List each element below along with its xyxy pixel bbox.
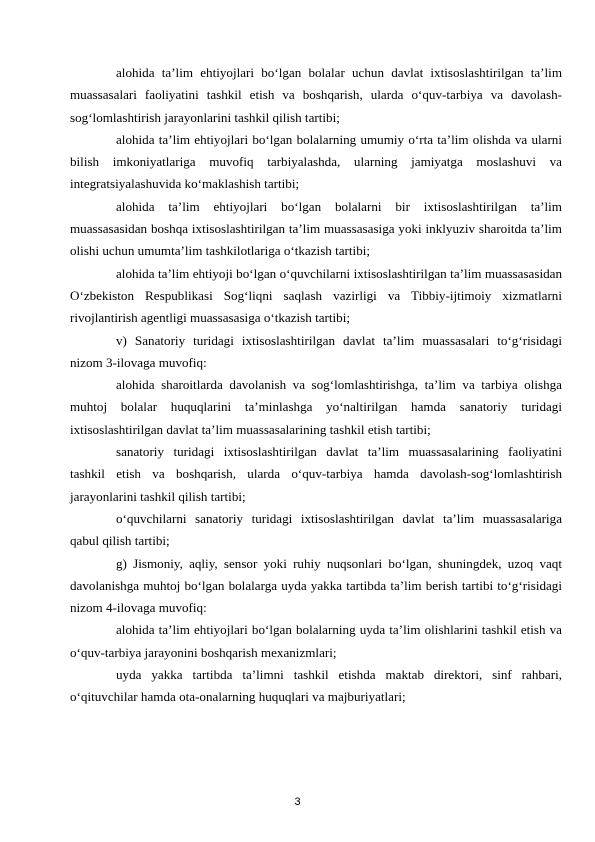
paragraph-8: o‘quvchilarni sanatoriy turidagi ixtisoslashtirilgan davlat ta’lim muassasalariga qabul qilish tartibi;	[70, 510, 562, 549]
paragraph-1: alohida ta’lim ehtiyojlari bo‘lgan bolalar uchun davlat ixtisoslashtirilgan ta’lim muassasalari faoliyatini tashkil etish va boshqarish, ularda o‘quv-tarbiya va davolash-sog‘lomlashtirish jarayonlarini tashkil qilish tartibi;	[70, 65, 562, 125]
paragraph-2: alohida ta’lim ehtiyojlari bo‘lgan bolalarning umumiy o‘rta ta’lim olishda va ularni bilish imkoniyatlariga muvofiq tarbiyalashda, ularning jamiyatga moslashuvi va integratsiyalashuvida ko‘maklashish tartibi;	[70, 131, 562, 192]
paragraph-4: alohida ta’lim ehtiyoji bo‘lgan o‘quvchilarni ixtisoslashtirilgan ta’lim muassasasidan O‘zbekiston Respublikasi Sog‘liqni saqlash vazirligi va Tibbiy-ijtimoiy xizmatlarni rivojlantirish agentligi muassasasiga o‘tkazish tartibi;	[70, 265, 562, 326]
document-body	[70, 62, 562, 709]
paragraph-7: sanatoriy turidagi ixtisoslashtirilgan davlat ta’lim muassasalarining faoliyatini tashkil etish va boshqarish, ularda o‘quv-tarbiya hamda davolash-sog‘lomlashtirish jarayonlarini tashkil qilish tartibi;	[70, 444, 562, 504]
paragraph-5: v) Sanatoriy turidagi ixtisoslashtirilgan davlat ta’lim muassasalari to‘g‘risidagi nizom 3-ilovaga muvofiq:	[70, 332, 562, 370]
paragraph-6: alohida sharoitlarda davolanish va sog‘lomlashtirishga, ta’lim va tarbiya olishga muhtoj bolalar huquqlarini ta’minlashga yo‘naltirilgan hamda sanatoriy turidagi ixtisoslashtirilgan davlat ta’lim muassasalarining tashkil etish tartibi;	[70, 377, 562, 437]
paragraph-3: alohida ta’lim ehtiyojlari bo‘lgan bolalarni bir ixtisoslashtirilgan ta’lim muassasasidan boshqa ixtisoslashtirilgan ta’lim muassasasiga yoki inklyuziv sharoitda ta’lim olishi uchun umumta’lim tashkilotlariga o‘tkazish tartibi;	[70, 198, 562, 259]
page-number: 3	[294, 796, 301, 808]
paragraph-11: uyda yakka tartibda ta’limni tashkil etishda maktab direktori, sinf rahbari, o‘qituvchilar hamda ota-onalarning huquqlari va majburiyatlari;	[70, 667, 562, 705]
paragraph-9: g) Jismoniy, aqliy, sensor yoki ruhiy nuqsonlari bo‘lgan, shuningdek, uzoq vaqt davolanishga muhtoj bo‘lgan bolalarga uyda yakka tartibda ta’lim berish tartibi to‘g‘risidagi nizom 4-ilovaga muvofiq:	[70, 555, 562, 616]
paragraph-10: alohida ta’lim ehtiyojlari bo‘lgan bolalarning uyda ta’lim olishlarini tashkil etish va o‘quv-tarbiya jarayonini boshqarish mexanizmlari;	[70, 622, 562, 660]
